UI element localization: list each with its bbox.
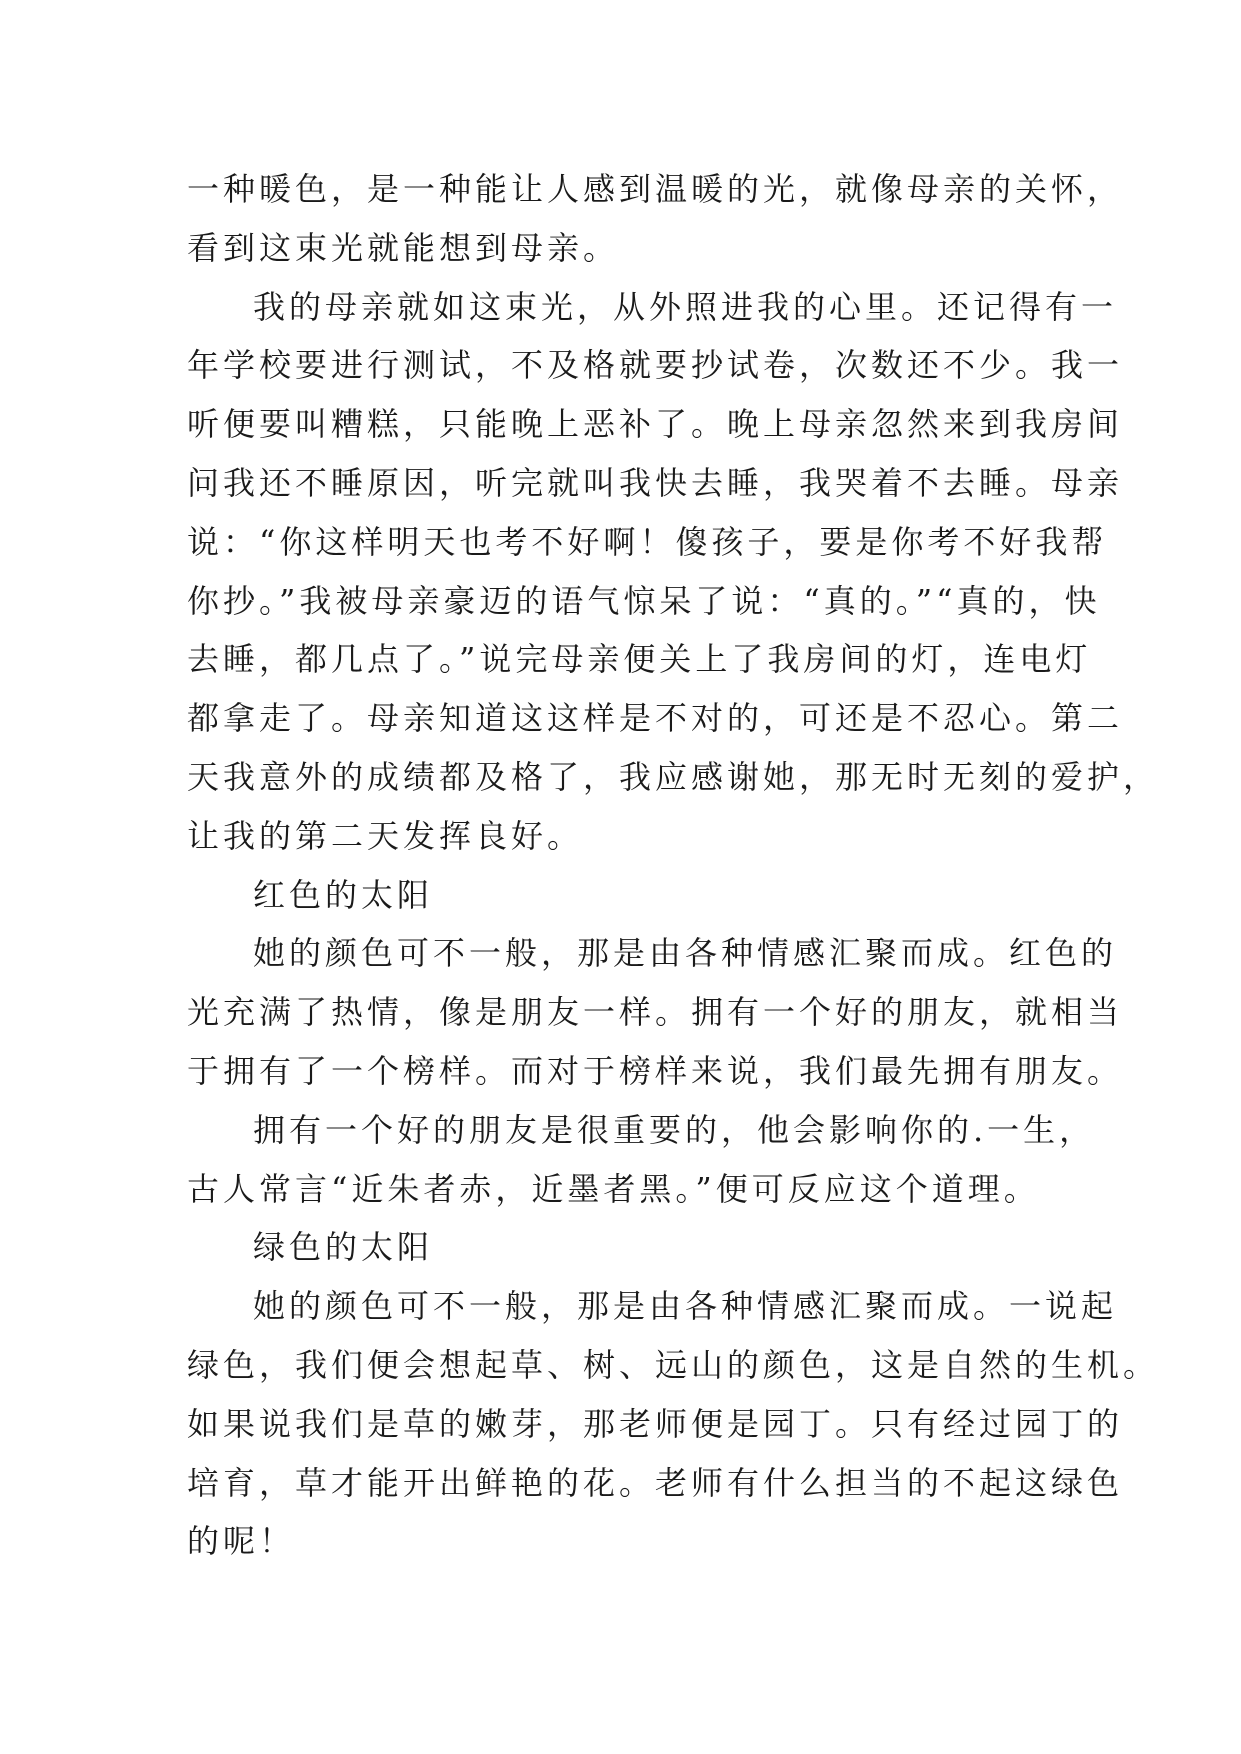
text-line: 去睡，都几点了。”说完母亲便关上了我房间的灯，连电灯 — [187, 640, 1092, 679]
paragraph-start-line: 我的母亲就如这束光，从外照进我的心里。还记得有一 — [253, 287, 1118, 326]
paragraph-start-line: 她的颜色可不一般，那是由各种情感汇聚而成。红色的 — [253, 934, 1118, 973]
text-line: 问我还不睡原因，听完就叫我快去睡，我哭着不去睡。母亲 — [187, 463, 1124, 502]
text-line: 你抄。”我被母亲豪迈的语气惊呆了说：“真的。”“真的，快 — [187, 581, 1101, 620]
text-line: 于拥有了一个榜样。而对于榜样来说，我们最先拥有朋友。 — [187, 1051, 1124, 1090]
text-line: 绿色，我们便会想起草、树、远山的颜色，这是自然的生机。 — [187, 1345, 1160, 1384]
text-line: 古人常言“近朱者赤，近墨者黑。”便可反应这个道理。 — [187, 1169, 1040, 1208]
text-line: 年学校要进行测试，不及格就要抄试卷，次数还不少。我一 — [187, 346, 1124, 385]
text-line: 都拿走了。母亲知道这这样是不对的，可还是不忍心。第二 — [187, 699, 1124, 738]
paragraph-start-line: 她的颜色可不一般，那是由各种情感汇聚而成。一说起 — [253, 1287, 1118, 1326]
text-line: 看到这束光就能想到母亲。 — [187, 228, 620, 267]
text-line: 天我意外的成绩都及格了，我应感谢她，那无时无刻的爱护， — [187, 757, 1160, 796]
body-text — [187, 160, 1160, 1571]
section-heading: 绿色的太阳 — [253, 1228, 434, 1267]
text-line: 听便要叫糟糕，只能晚上恶补了。晚上母亲忽然来到我房间 — [187, 405, 1124, 444]
paragraph-start-line: 拥有一个好的朋友是很重要的，他会影响你的.一生， — [253, 1110, 1096, 1149]
text-line: 一种暖色，是一种能让人感到温暖的光，就像母亲的关怀， — [187, 170, 1124, 208]
text-line: 说：“你这样明天也考不好啊！傻孩子，要是你考不好我帮 — [187, 522, 1108, 561]
section-heading: 红色的太阳 — [253, 875, 434, 914]
text-line: 如果说我们是草的嫩芽，那老师便是园丁。只有经过园丁的 — [187, 1404, 1124, 1443]
text-line: 的呢！ — [187, 1522, 296, 1561]
text-line: 光充满了热情，像是朋友一样。拥有一个好的朋友，就相当 — [187, 993, 1124, 1032]
text-line: 让我的第二天发挥良好。 — [187, 816, 584, 855]
text-line: 培育，草才能开出鲜艳的花。老师有什么担当的不起这绿色 — [187, 1463, 1124, 1502]
